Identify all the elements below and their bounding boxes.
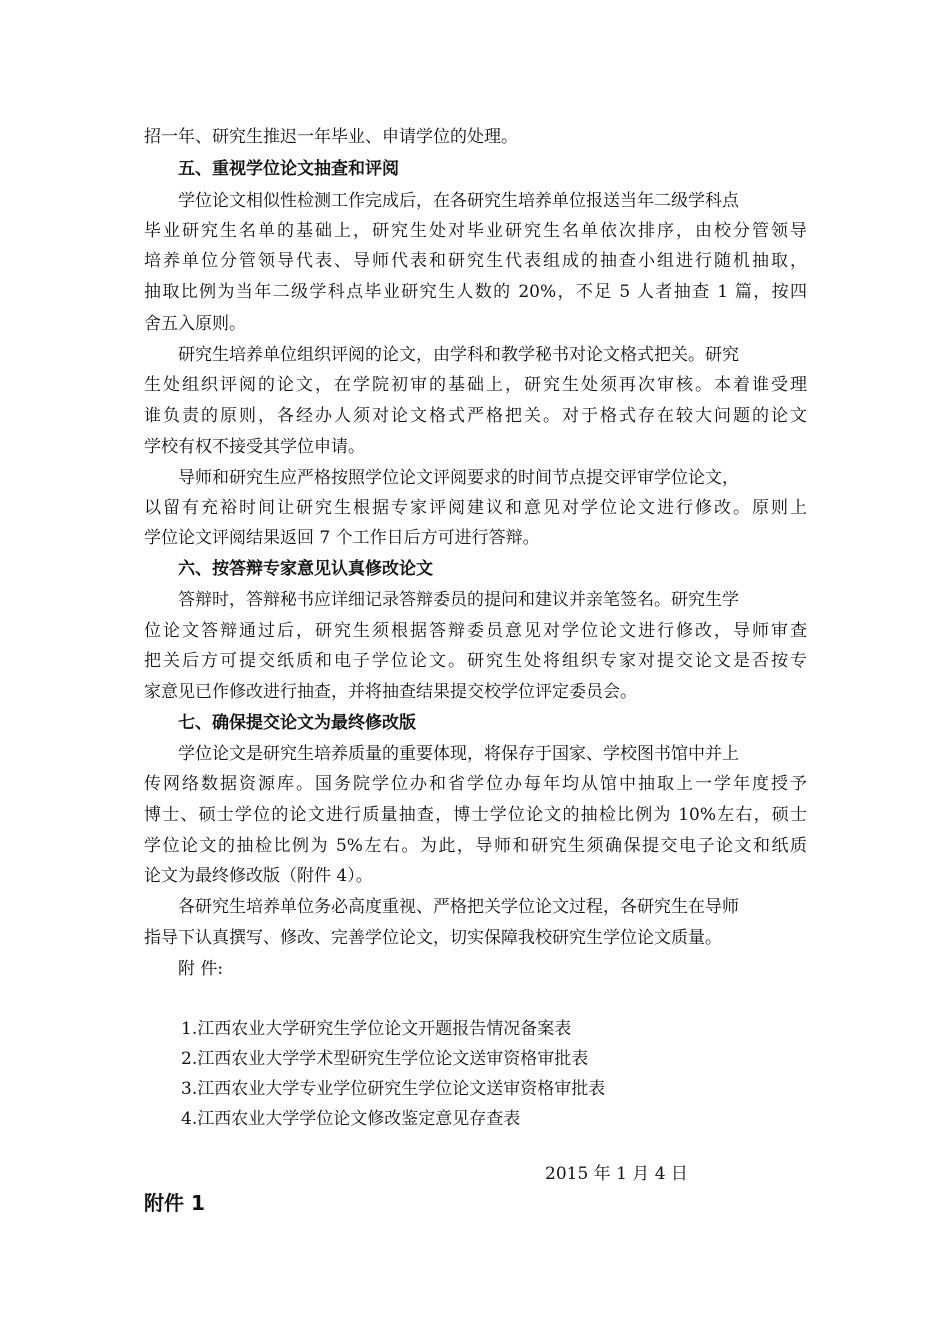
- body-text-line: 生处组织评阅的论文，在学院初审的基础上，研究生处须再次审核。本着谁受理: [144, 375, 807, 395]
- section-heading: 五、重视学位论文抽查和评阅: [178, 159, 399, 179]
- body-text-line: 答辩时，答辩秘书应详细记录答辩委员的提问和建议并亲笔签名。研究生学: [178, 590, 739, 610]
- annex-title: 附件 1: [144, 1191, 205, 1215]
- body-text-line: 各研究生培养单位务必高度重视、严格把关学位论文过程，各研究生在导师: [178, 897, 739, 917]
- body-text-line: 把关后方可提交纸质和电子学位论文。研究生处将组织专家对提交论文是否按专: [144, 651, 807, 671]
- body-text-line: 研究生培养单位组织评阅的论文，由学科和教学秘书对论文格式把关。研究: [178, 345, 739, 365]
- attachment-item: 2.江西农业大学学术型研究生学位论文送审资格审批表: [181, 1049, 589, 1069]
- body-text-line: 以留有充裕时间让研究生根据专家评阅建议和意见对学位论文进行修改。原则上: [144, 498, 807, 518]
- body-text-line: 毕业研究生名单的基础上，研究生处对毕业研究生名单依次排序，由校分管领导: [144, 221, 807, 241]
- body-text-line: 谁负责的原则，各经办人须对论文格式严格把关。对于格式存在较大问题的论文: [144, 406, 807, 426]
- body-text-line: 抽取比例为当年二级学科点毕业研究生人数的 20%，不足 5 人者抽查 1 篇，按四: [144, 282, 807, 302]
- body-text-line: 指导下认真撰写、修改、完善学位论文，切实保障我校研究生学位论文质量。: [144, 928, 722, 948]
- body-text-line: 传网络数据资源库。国务院学位办和省学位办每年均从馆中抽取上一学年度授予: [144, 774, 807, 794]
- document-date: 2015 年 1 月 4 日: [545, 1164, 688, 1184]
- body-text-line: 家意见已作修改进行抽查，并将抽查结果提交校学位评定委员会。: [144, 682, 637, 702]
- body-text-line: 招一年、研究生推迟一年毕业、申请学位的处理。: [144, 127, 518, 147]
- body-text-line: 学位论文是研究生培养质量的重要体现，将保存于国家、学校图书馆中并上: [178, 744, 739, 764]
- section-heading: 七、确保提交论文为最终修改版: [178, 713, 416, 733]
- attachment-item: 4.江西农业大学学位论文修改鉴定意见存查表: [181, 1109, 521, 1129]
- attachments-label: 附 件:: [178, 959, 224, 979]
- body-text-line: 学校有权不接受其学位申请。: [144, 437, 365, 457]
- body-text-line: 培养单位分管领导代表、导师代表和研究生代表组成的抽查小组进行随机抽取，: [144, 251, 807, 271]
- attachment-item: 1.江西农业大学研究生学位论文开题报告情况备案表: [181, 1019, 572, 1039]
- body-text-line: 导师和研究生应严格按照学位论文评阅要求的时间节点提交评审学位论文，: [178, 468, 739, 488]
- section-heading: 六、按答辩专家意见认真修改论文: [178, 559, 433, 579]
- body-text-line: 学位论文的抽检比例为 5%左右。为此，导师和研究生须确保提交电子论文和纸质: [144, 836, 807, 856]
- body-text-line: 舍五入原则。: [144, 314, 246, 334]
- attachment-item: 3.江西农业大学专业学位研究生学位论文送审资格审批表: [181, 1079, 606, 1099]
- body-text-line: 论文为最终修改版（附件 4）。: [144, 866, 373, 886]
- body-text-line: 学位论文相似性检测工作完成后，在各研究生培养单位报送当年二级学科点: [178, 191, 739, 211]
- body-text-line: 位论文答辩通过后，研究生须根据答辩委员意见对学位论文进行修改，导师审查: [144, 621, 807, 641]
- body-text-line: 博士、硕士学位的论文进行质量抽查，博士学位论文的抽检比例为 10%左右，硕士: [144, 805, 807, 825]
- body-text-line: 学位论文评阅结果返回 7 个工作日后方可进行答辩。: [144, 528, 540, 548]
